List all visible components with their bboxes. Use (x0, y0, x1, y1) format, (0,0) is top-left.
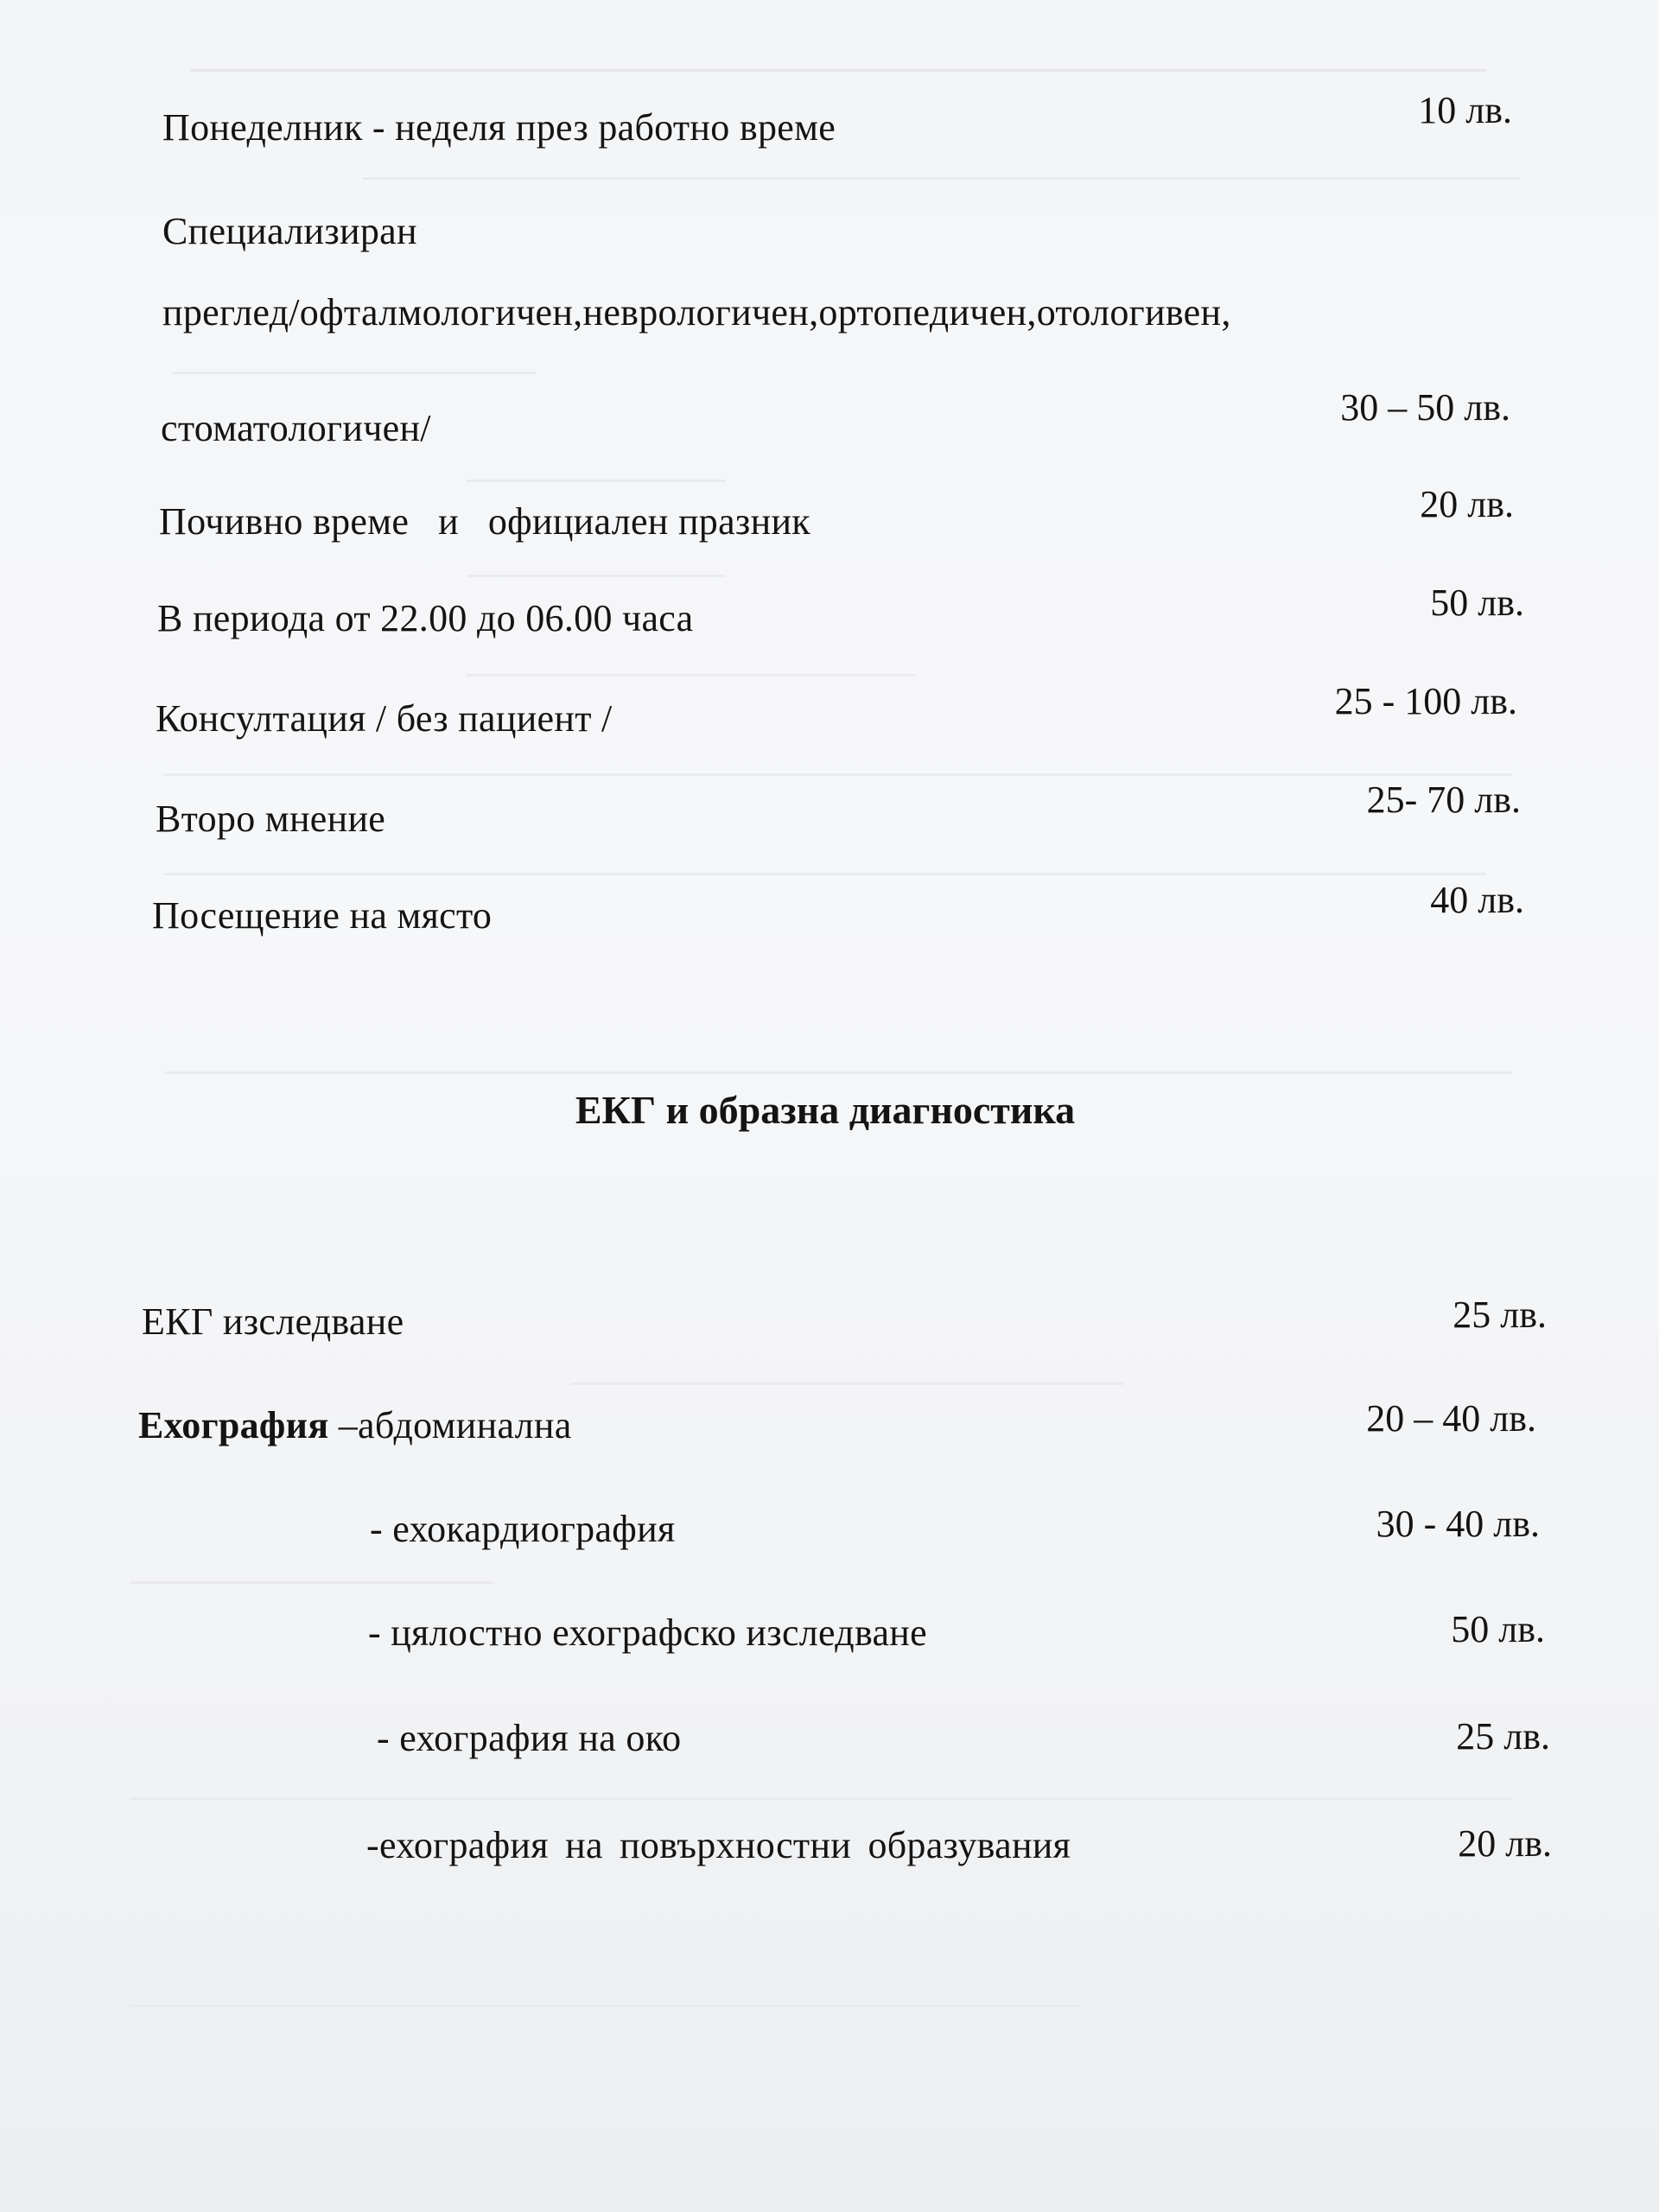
row-price: 10 лв. (1418, 89, 1512, 131)
row-price: 50 лв. (1451, 1608, 1545, 1650)
show-through-shadow (164, 873, 1486, 875)
show-through-shadow (130, 1581, 493, 1584)
row-price: 25 лв. (1456, 1715, 1550, 1758)
show-through-shadow (570, 1382, 1123, 1385)
row-label: Второ мнение (156, 798, 386, 840)
row-label: -ехография на повърхностни образувания (366, 1824, 1071, 1866)
show-through-shadow (363, 177, 1521, 180)
show-through-shadow (130, 2005, 1080, 2007)
row-label: Почивно време и официален празник (159, 500, 810, 543)
show-through-shadow (467, 674, 916, 677)
show-through-shadow (467, 480, 726, 482)
row-label: ЕКГ изследване (142, 1300, 404, 1343)
row-label: Специализиран (162, 210, 417, 252)
row-label: Посещение на място (152, 894, 493, 937)
show-through-shadow (467, 575, 726, 577)
row-label: преглед/офталмологичен,неврологичен,ортопедичен,отологивен, (162, 291, 1231, 334)
show-through-shadow (130, 1797, 1512, 1800)
show-through-shadow (164, 773, 1512, 776)
row-label: Понеделник - неделя през работно време (162, 106, 836, 149)
row-label: - цялостно ехографско изследване (368, 1611, 927, 1654)
row-label: стоматологичен/ (161, 407, 431, 449)
row-price: 30 – 50 лв. (1340, 386, 1510, 429)
row-label: - ехография на око (377, 1717, 682, 1759)
row-price: 50 лв. (1430, 582, 1524, 624)
row-price: 20 лв. (1420, 483, 1514, 525)
row-price: 25- 70 лв. (1366, 779, 1521, 821)
row-price: 25 - 100 лв. (1334, 680, 1517, 722)
row-label-bold: Ехография (138, 1404, 329, 1446)
show-through-shadow (164, 1071, 1512, 1074)
row-label: - ехокардиография (370, 1508, 676, 1550)
section-heading: ЕКГ и образна диагностика (575, 1088, 1076, 1132)
row-label-rest: –абдоминална (328, 1404, 572, 1446)
show-through-shadow (190, 69, 1486, 72)
row-price: 25 лв. (1452, 1294, 1547, 1336)
row-price: 20 – 40 лв. (1366, 1397, 1536, 1440)
row-label: В периода от 22.00 до 06.00 часа (157, 597, 694, 639)
row-label: Консултация / без пациент / (156, 697, 613, 740)
show-through-shadow (173, 372, 536, 374)
row-price: 20 лв. (1458, 1822, 1552, 1865)
row-label-with-bold (138, 1403, 572, 1447)
row-price: 30 - 40 лв. (1376, 1503, 1540, 1545)
row-price: 40 лв. (1430, 879, 1524, 921)
